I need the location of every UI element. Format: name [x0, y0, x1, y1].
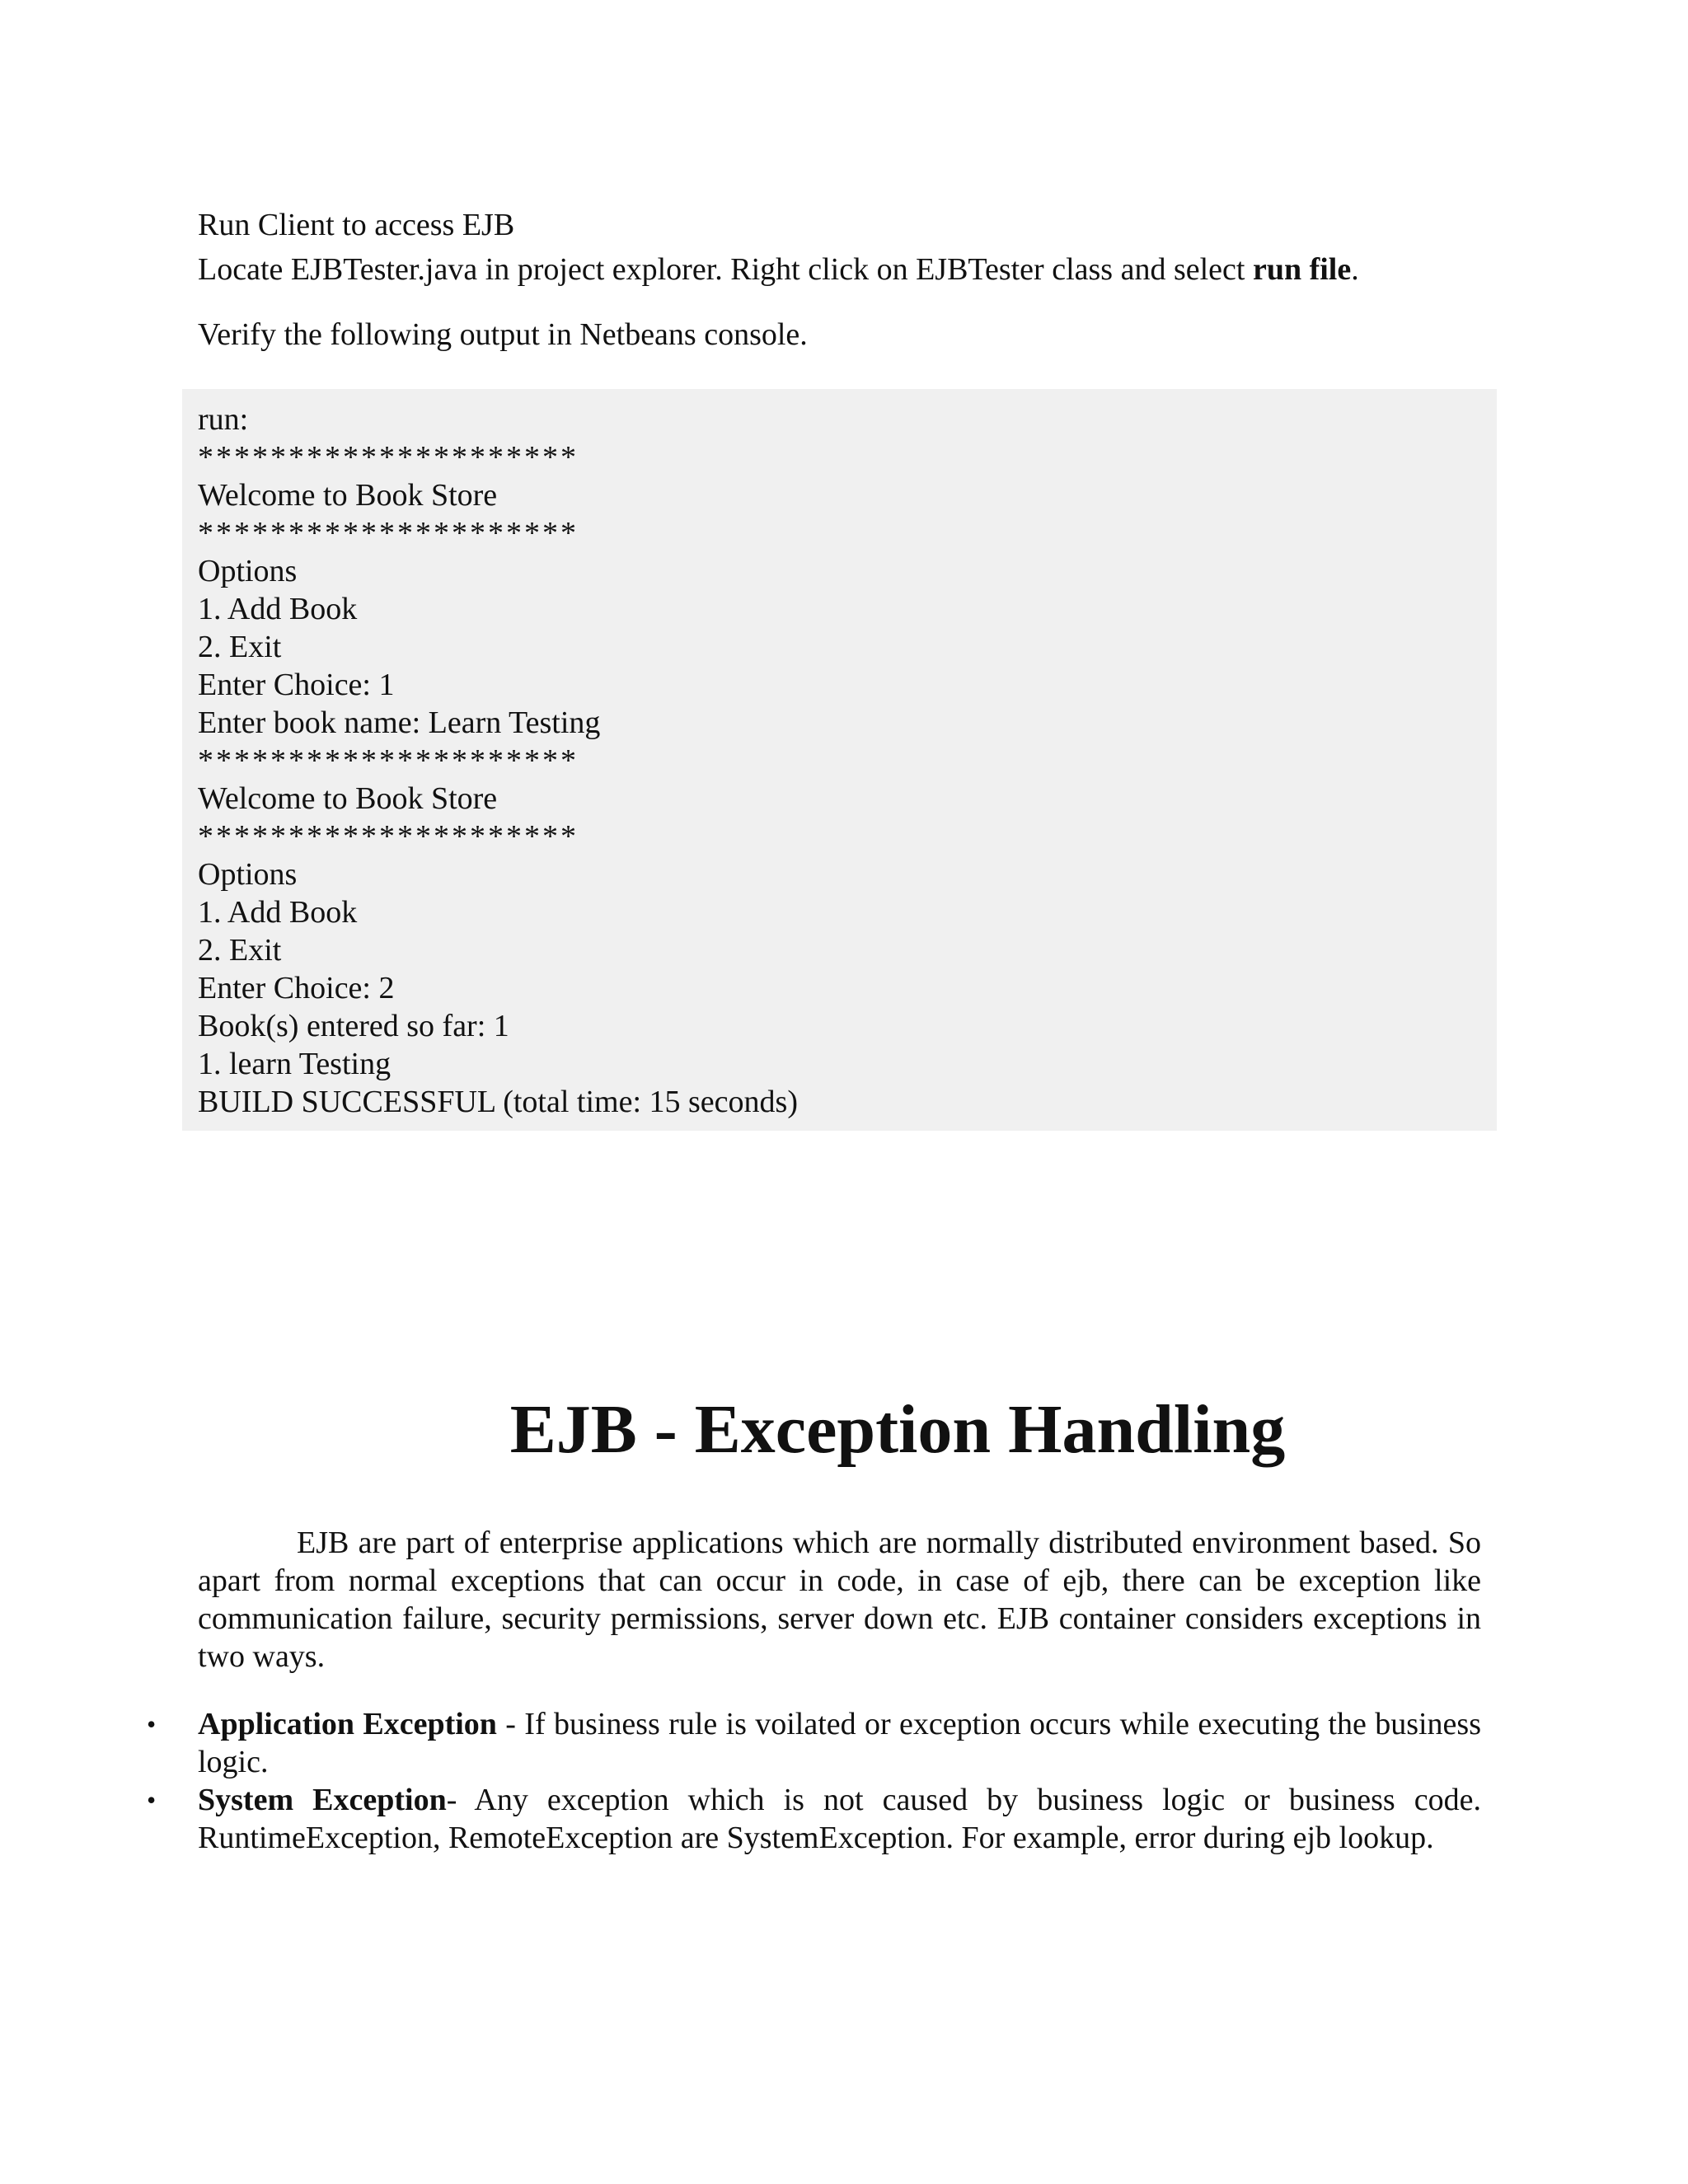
paragraph-text: EJB are part of enterprise applications which are normally distributed environment based. So apart from normal exceptions that can occur in code, in case of ejb, there can be exception like communication failure, security permissions, server down etc. EJB container considers exceptions in two ways.: [198, 1526, 1481, 1674]
console-line: *********************: [198, 743, 579, 778]
console-line: *********************: [198, 440, 579, 475]
console-lines: [198, 401, 798, 1121]
console-line: 2. Exit: [198, 933, 282, 968]
console-line: Enter book name: Learn Testing: [198, 705, 601, 740]
bullet-term: Application Exception: [198, 1707, 497, 1741]
bullet-text: - Any exception which is not caused by business logic or business code. RuntimeException, RemoteException are SystemException. For example, error during ejb lookup.: [198, 1783, 1481, 1855]
console-line: *********************: [198, 819, 579, 854]
locate-text: Locate EJBTester.java in project explorer. Right click on EJBTester class and select: [198, 252, 1253, 287]
intro-paragraph: [198, 1524, 1481, 1675]
list-item-system-exception: [147, 1781, 1481, 1857]
console-line: 2. Exit: [198, 630, 282, 664]
console-line: Welcome to Book Store: [198, 781, 498, 816]
bullet-text: - If business rule is voilated or exception occurs while executing the business logic.: [198, 1707, 1481, 1779]
console-line: Welcome to Book Store: [198, 478, 498, 513]
console-line: BUILD SUCCESSFUL (total time: 15 seconds): [198, 1085, 798, 1119]
console-line: 1. learn Testing: [198, 1047, 392, 1081]
console-line: Options: [198, 554, 298, 588]
console-line: Enter Choice: 2: [198, 971, 395, 1005]
console-line: *********************: [198, 516, 579, 551]
console-line: Options: [198, 857, 298, 892]
console-line: 1. Add Book: [198, 592, 358, 626]
locate-instruction: [198, 251, 1359, 288]
bullet-icon: •: [147, 1709, 157, 1739]
bullet-term: System Exception: [198, 1783, 447, 1817]
locate-end: .: [1351, 252, 1359, 287]
console-line: 1. Add Book: [198, 895, 358, 930]
console-line: run:: [198, 402, 249, 437]
run-file-emphasis: run file: [1252, 252, 1352, 287]
console-output-box: [182, 389, 1497, 1131]
list-item-application-exception: [147, 1705, 1481, 1781]
step-title: Run Client to access EJB: [198, 208, 515, 242]
console-line: Book(s) entered so far: 1: [198, 1009, 509, 1043]
section-heading: EJB - Exception Handling: [509, 1391, 1286, 1468]
exception-types-list: [147, 1705, 1481, 1857]
verify-instruction: Verify the following output in Netbeans console.: [198, 317, 808, 352]
bullet-icon: •: [147, 1785, 157, 1815]
console-line: Enter Choice: 1: [198, 668, 395, 702]
